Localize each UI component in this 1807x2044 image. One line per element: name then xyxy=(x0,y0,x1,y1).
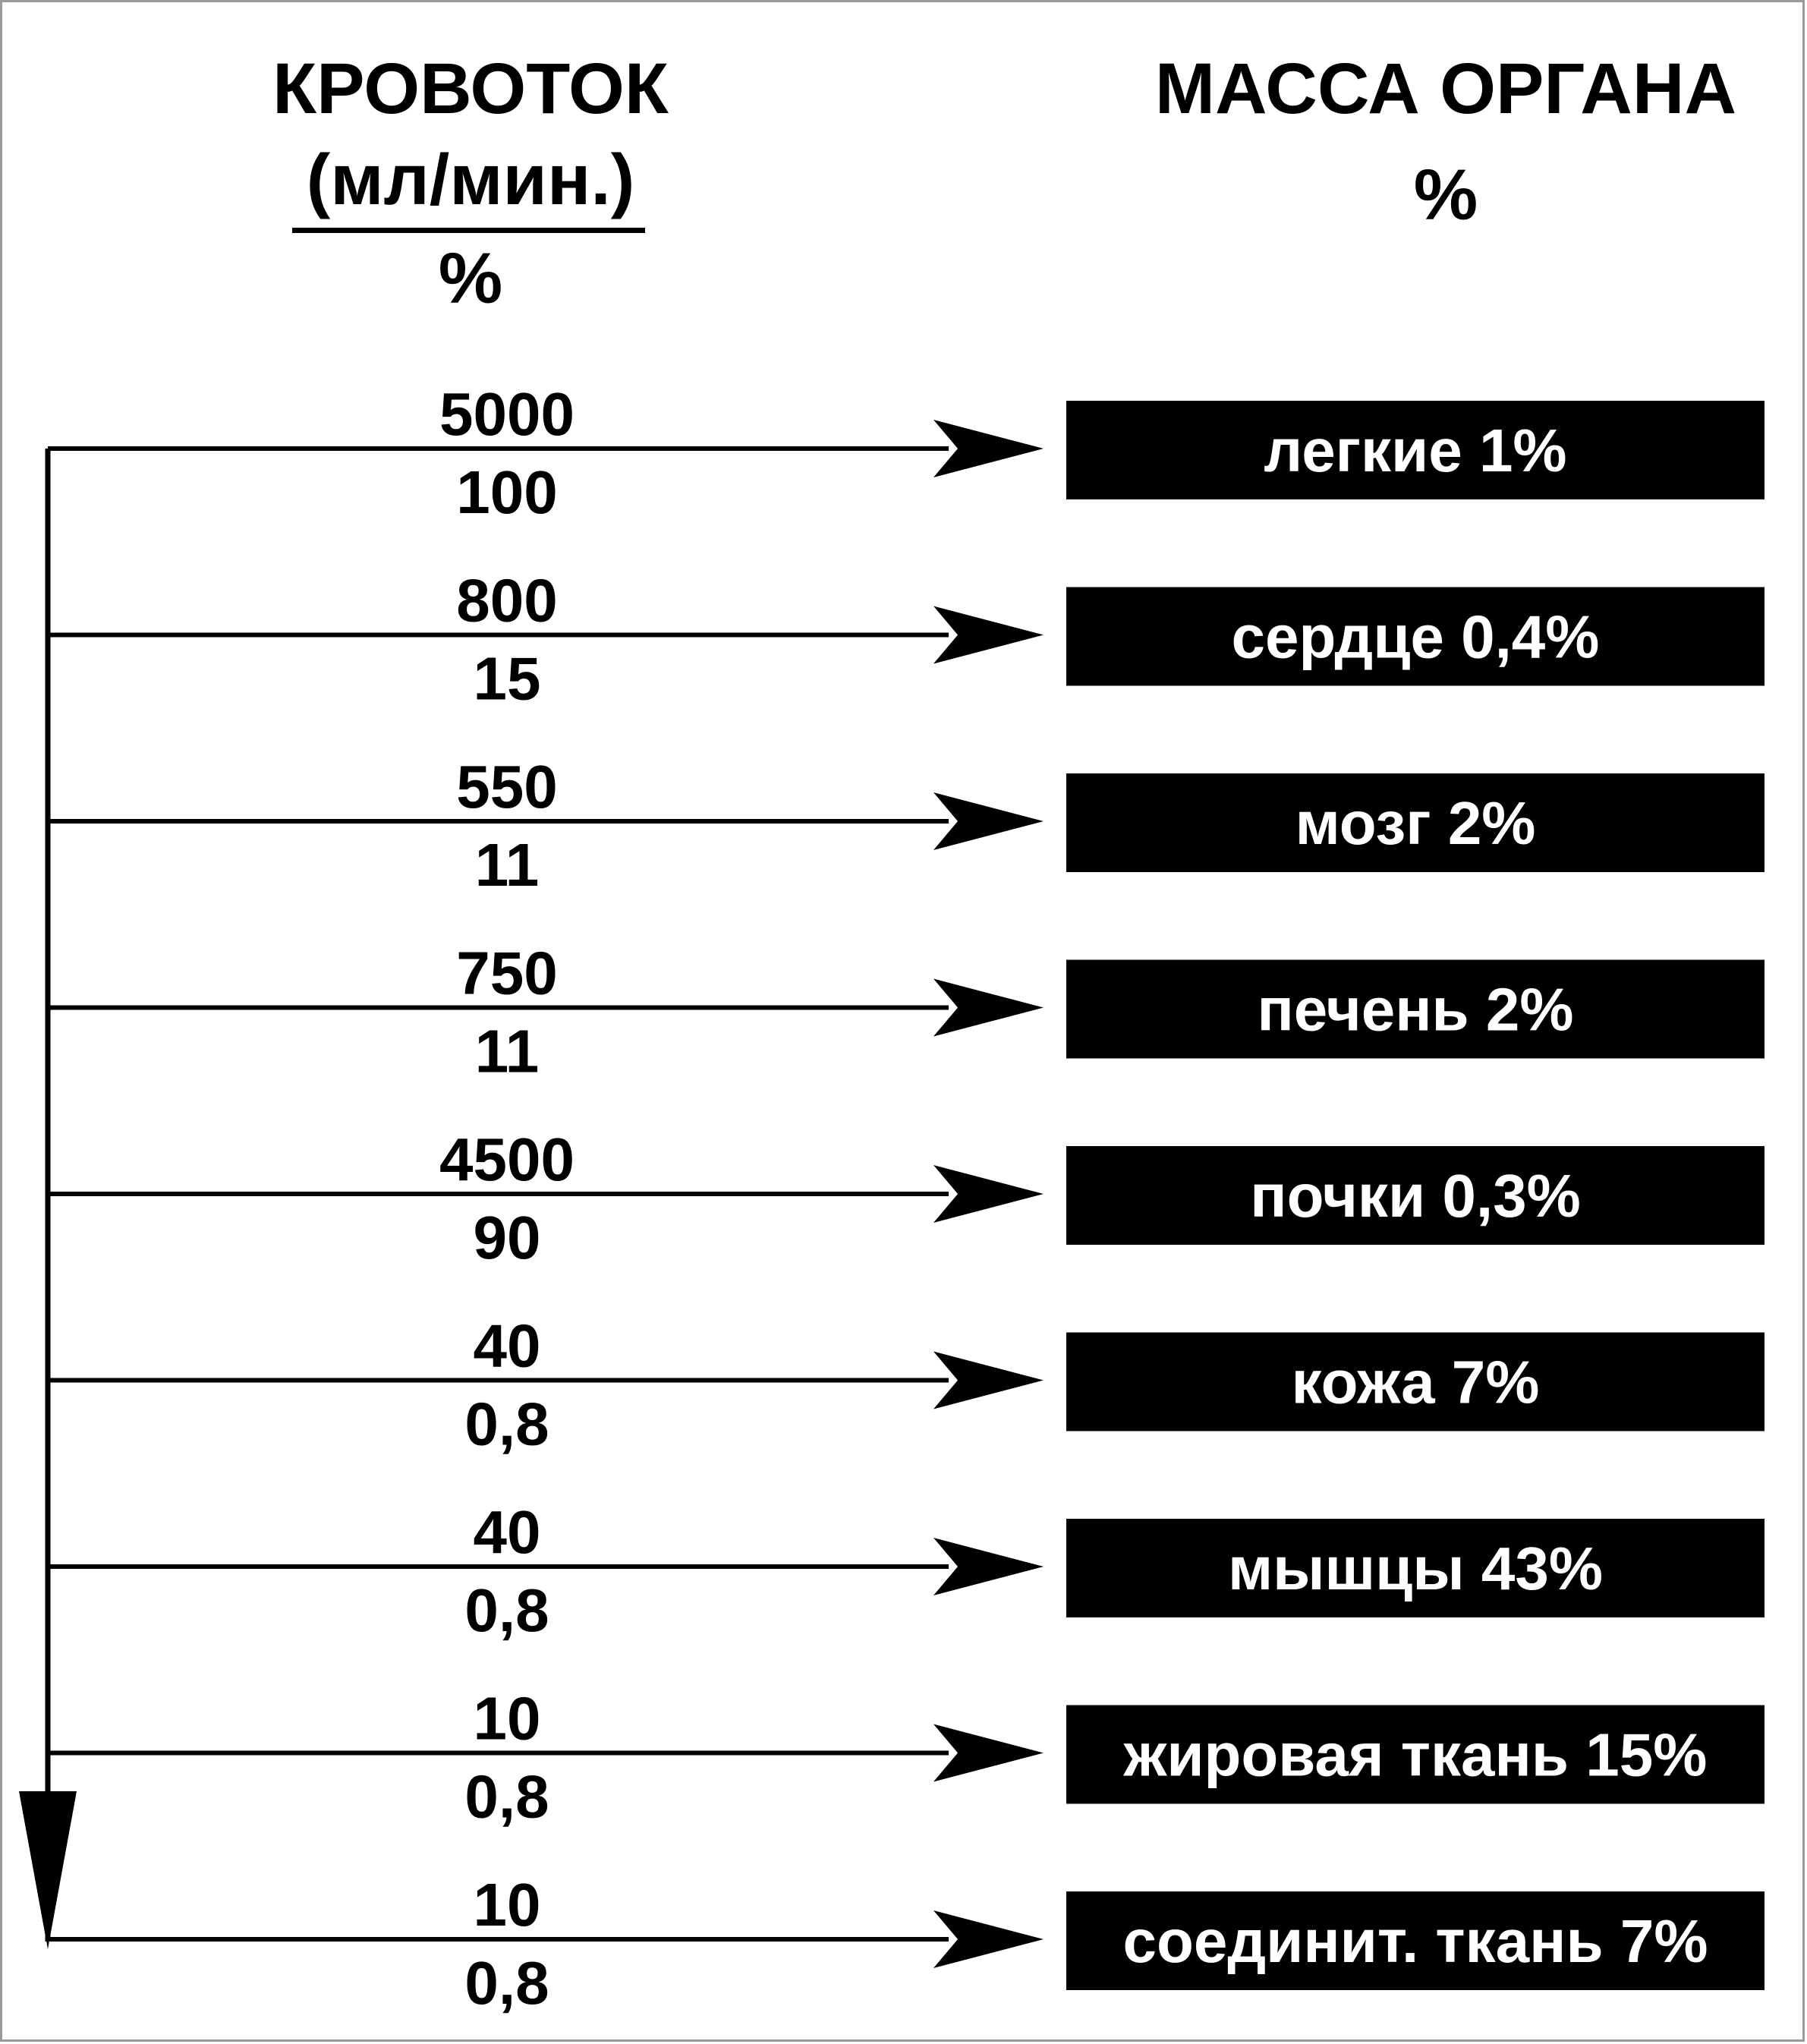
blood-flow-title: КРОВОТОК xyxy=(272,49,669,129)
organ-label: соединит. ткань 7% xyxy=(1122,1907,1708,1975)
organ-rows xyxy=(48,380,1765,2017)
organ-label: печень 2% xyxy=(1257,975,1574,1044)
arrowhead-icon xyxy=(933,606,1044,664)
organ-row xyxy=(48,1312,1765,1458)
flow-percent-value: 100 xyxy=(456,458,558,526)
organ-mass-percent-label: % xyxy=(1413,155,1478,235)
flow-percent-value: 90 xyxy=(473,1204,541,1271)
flow-ml-value: 40 xyxy=(473,1498,541,1566)
organ-row xyxy=(48,753,1765,899)
organ-mass-title: МАССА ОРГАНА xyxy=(1154,49,1737,129)
flow-percent-value: 15 xyxy=(473,644,541,713)
organ-row xyxy=(48,1871,1765,2017)
arrowhead-icon xyxy=(933,420,1044,477)
organ-label: мышцы 43% xyxy=(1227,1535,1604,1602)
organ-row xyxy=(48,1498,1765,1644)
flow-ml-value: 5000 xyxy=(439,380,575,448)
organ-row xyxy=(48,1126,1765,1271)
organ-row xyxy=(48,940,1765,1085)
flow-percent-value: 0,8 xyxy=(464,1390,549,1458)
flow-ml-value: 40 xyxy=(473,1312,541,1380)
flow-percent-value: 0,8 xyxy=(464,1576,549,1644)
organ-label: жировая ткань 15% xyxy=(1123,1721,1708,1789)
organ-row xyxy=(48,380,1765,526)
flow-percent-value: 11 xyxy=(474,1017,540,1085)
arrowhead-icon xyxy=(933,1910,1044,1968)
organ-row xyxy=(48,567,1765,713)
flow-ml-value: 800 xyxy=(456,566,558,635)
flow-ml-value: 10 xyxy=(473,1684,541,1753)
flow-percent-value: 0,8 xyxy=(464,1762,549,1831)
organ-label: легкие 1% xyxy=(1264,417,1567,484)
blood-flow-percent-label: % xyxy=(438,238,503,319)
flow-ml-value: 750 xyxy=(456,939,558,1007)
flow-ml-value: 550 xyxy=(456,753,558,820)
organ-label: мозг 2% xyxy=(1295,789,1536,857)
organ-label: кожа 7% xyxy=(1291,1348,1540,1416)
arrowhead-icon xyxy=(933,792,1044,850)
arrowhead-icon xyxy=(933,1538,1044,1595)
organ-label: почки 0,3% xyxy=(1250,1162,1581,1230)
blood-flow-unit: (мл/мин.) xyxy=(306,140,635,220)
arrowhead-icon xyxy=(933,1724,1044,1782)
trunk-line xyxy=(19,449,77,1949)
flow-percent-value: 0,8 xyxy=(464,1949,549,2017)
organ-row xyxy=(48,1685,1765,1831)
flow-ml-value: 4500 xyxy=(439,1126,575,1193)
arrowhead-icon xyxy=(933,1352,1044,1409)
flow-percent-value: 11 xyxy=(474,831,540,899)
flow-ml-value: 10 xyxy=(473,1871,541,1938)
trunk-arrowhead xyxy=(19,1791,77,1949)
arrowhead-icon xyxy=(933,979,1044,1037)
arrowhead-icon xyxy=(933,1165,1044,1223)
organ-label: сердце 0,4% xyxy=(1231,603,1600,671)
